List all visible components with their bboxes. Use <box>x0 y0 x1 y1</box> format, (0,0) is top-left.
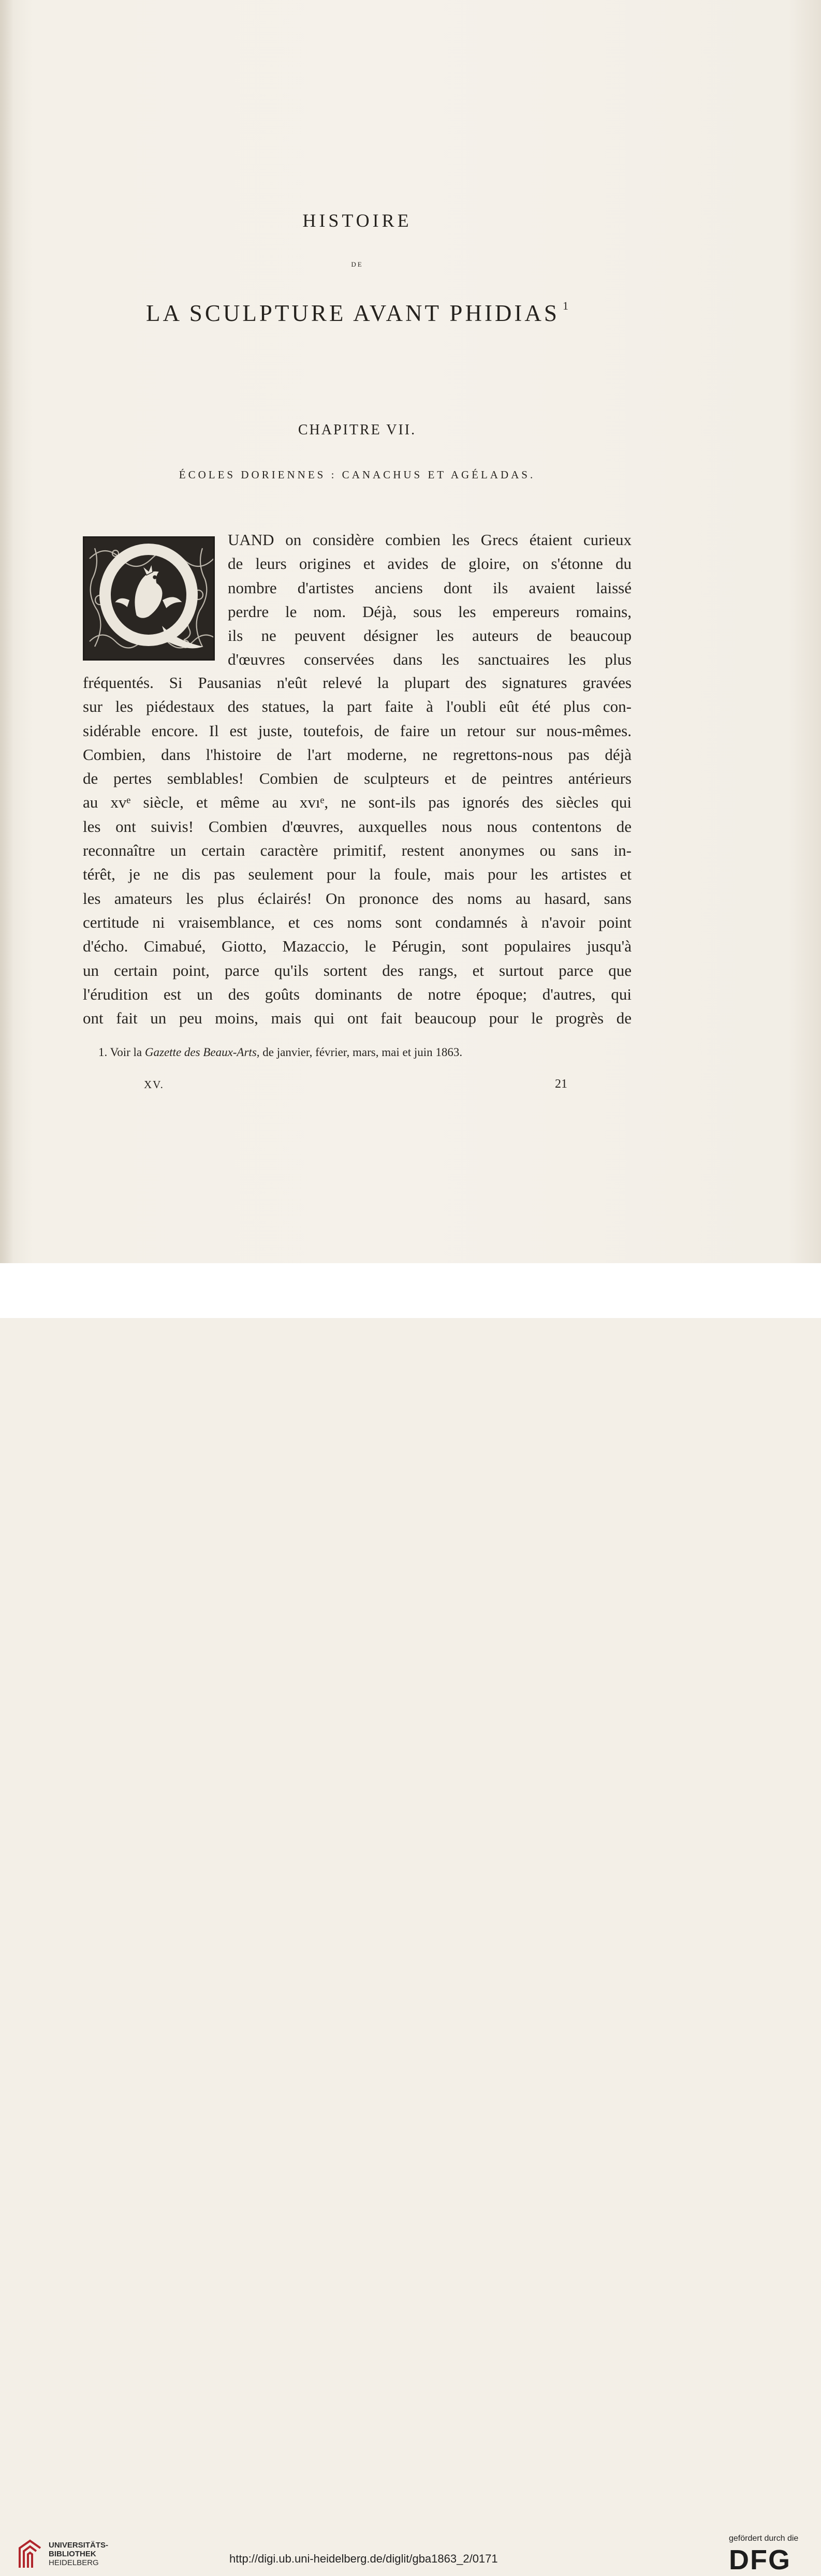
text-line: sur les piédestaux des statues, la part faite à l'oubli eût été plus con- <box>83 697 632 716</box>
viewer-footer-bar <box>0 1263 821 2575</box>
text-line: au xvᵉ siècle, et même au xvıᵉ, ne sont-ils pas ignorés des siècles qui <box>83 793 632 812</box>
header-histoire: HISTOIRE <box>302 210 412 231</box>
footnote-journal: Gazette des Beaux-Arts, <box>144 1046 260 1059</box>
library-logo-icon <box>17 2538 43 2570</box>
library-name <box>49 2541 108 2567</box>
ornamental-q-icon <box>84 538 213 659</box>
text-line: les ont suivis! Combien d'œuvres, auxquelles nous nous contentons de <box>83 817 632 836</box>
text-line: fréquentés. Si Pausanias n'eût relevé la plupart des signatures gravées <box>83 674 632 692</box>
footnote-number: 1. <box>98 1046 108 1059</box>
body-paragraph <box>83 671 632 1030</box>
footnote-text-after: de janvier, février, mars, mai et juin 1863. <box>262 1046 463 1059</box>
header-de: DE <box>351 260 363 268</box>
page-gutter-shadow <box>0 0 13 1318</box>
text-line: UAND on considère combien les Grecs étaient curieux <box>228 531 632 549</box>
title-footnote-mark: 1 <box>562 299 568 312</box>
text-line: l'érudition est un des goûts dominants de notre époque; d'autres, qui <box>83 985 632 1003</box>
intro-paragraph <box>228 528 632 672</box>
text-line: ils ne peuvent désigner les auteurs de beaucoup <box>228 626 632 645</box>
permalink-url[interactable]: http://digi.ub.uni-heidelberg.de/diglit/gba1863_2/0171 <box>229 2552 498 2565</box>
text-line: reconnaître un certain caractère primitif, restent anonymes ou sans in- <box>83 841 632 860</box>
chapter-subtitle: ÉCOLES DORIENNES : CANACHUS ET AGÉLADAS. <box>179 469 536 481</box>
text-line: de pertes semblables! Combien de sculpteurs et de peintres antérieurs <box>83 769 632 788</box>
library-line-1: UNIVERSITÄTS- <box>49 2541 109 2550</box>
sponsor-text: gefördert durch die <box>729 2534 799 2543</box>
text-line: d'écho. Cimabué, Giotto, Mazaccio, le Pérugin, sont populaires jusqu'à <box>83 937 632 956</box>
text-line: d'œuvres conservées dans les sanctuaires les plus <box>228 650 632 669</box>
signature-mark: XV. <box>144 1078 164 1091</box>
text-line: perdre le nom. Déjà, sous les empereurs romains, <box>228 602 632 621</box>
text-line: de leurs origines et avides de gloire, on s'étonne du <box>228 554 632 573</box>
library-line-3: HEIDELBERG <box>49 2558 99 2567</box>
drop-cap-ornament <box>83 536 215 661</box>
page-title-text: LA SCULPTURE AVANT PHIDIAS <box>146 300 560 326</box>
page-title <box>83 299 632 327</box>
text-line: térêt, je ne dis pas seulement pour la foule, mais pour les artistes et <box>83 865 632 884</box>
text-line: les amateurs les plus éclairés! On prononce des noms au hasard, sans <box>83 889 632 908</box>
text-line: sidérable encore. Il est juste, toutefois, de faire un retour sur nous-mêmes. <box>83 721 632 740</box>
footnote <box>98 1046 616 1059</box>
chapter-heading: CHAPITRE VII. <box>298 422 417 438</box>
text-line: ont fait un peu moins, mais qui ont fait beaucoup pour le progrès de <box>83 1009 632 1028</box>
footnote-text-before: Voir la <box>110 1046 142 1059</box>
page-number: 21 <box>555 1077 567 1091</box>
text-line: un certain point, parce qu'ils sortent des rangs, et surtout parce que <box>83 961 632 979</box>
dfg-logo: DFG <box>729 2544 791 2575</box>
text-line: nombre d'artistes anciens dont ils avaient laissé <box>228 578 632 597</box>
library-line-2: BIBLIOTHEK <box>49 2550 96 2558</box>
text-line: Combien, dans l'histoire de l'art moderne, ne regrettons-nous pas déjà <box>83 745 632 764</box>
text-line: certitude ni vraisemblance, et ces noms sont condamnés à n'avoir point <box>83 913 632 931</box>
